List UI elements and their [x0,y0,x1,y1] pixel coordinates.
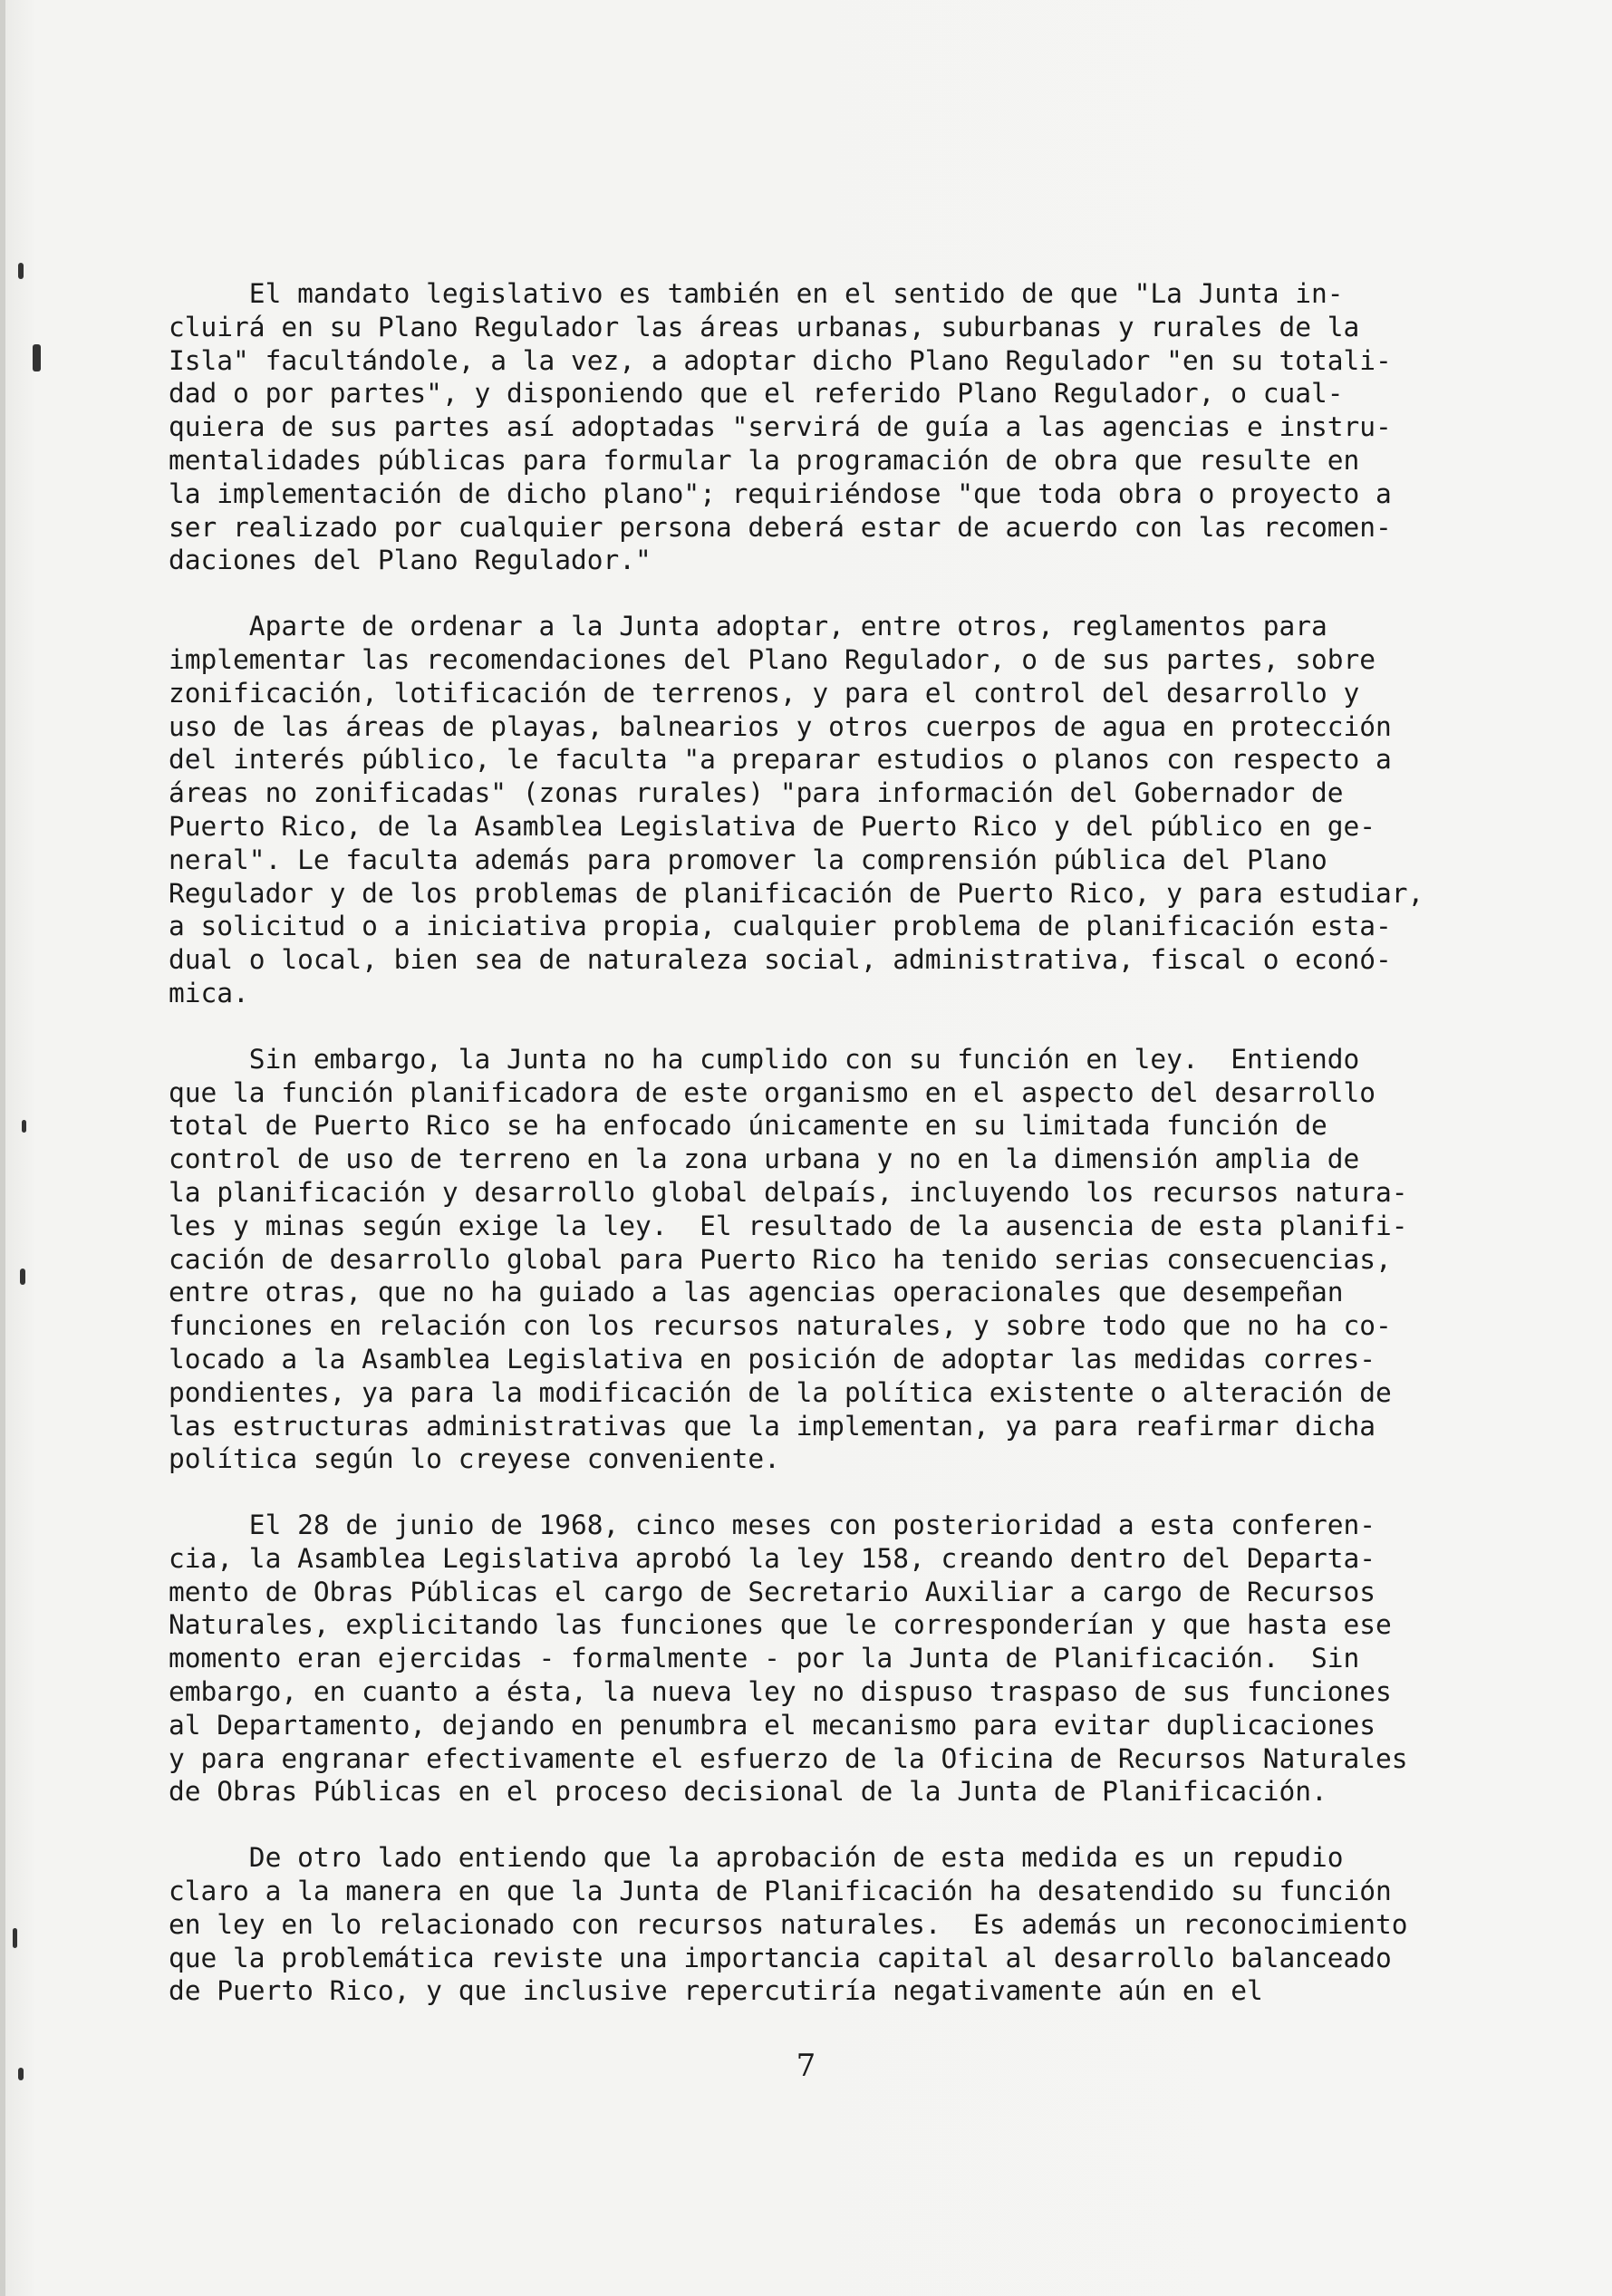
text-line: daciones del Plano Regulador." [169,545,652,576]
text-line: locado a la Asamblea Legislativa en posición de adoptar las medidas corres- [169,1343,1376,1375]
text-line: mento de Obras Públicas el cargo de Secretario Auxiliar a cargo de Recursos [169,1576,1376,1607]
text-line: dual o local, bien sea de naturaleza social, administrativa, fiscal o econó- [169,944,1392,976]
text-line: Regulador y de los problemas de planificación de Puerto Rico, y para estudiar, [169,877,1424,909]
text-line: Isla" facultándole, a la vez, a adoptar dicho Plano Regulador "en su totali- [169,344,1392,376]
text-line: El mandato legislativo es también en el sentido de que "La Junta in- [169,278,1344,309]
text-line: pondientes, ya para la modificación de la política existente o alteración de [169,1376,1392,1408]
text-line: total de Puerto Rico se ha enfocado únicamente en su limitada función de [169,1110,1327,1142]
text-line: implementar las recomendaciones del Plano Regulador, o de sus partes, sobre [169,643,1376,675]
binding-mark [18,263,24,279]
text-line: quiera de sus partes así adoptadas "servirá de guía a las agencias e instru- [169,411,1392,443]
text-line: la planificación y desarrollo global delpaís, incluyendo los recursos natura- [169,1176,1408,1208]
text-line: entre otras, que no ha guiado a las agencias operacionales que desempeñan [169,1277,1344,1308]
text-line: momento eran ejercidas - formalmente - por la Junta de Planificación. Sin [169,1643,1360,1674]
binding-mark [22,1120,26,1133]
text-line: Puerto Rico, de la Asamblea Legislativa de Puerto Rico y del público en ge- [169,810,1376,842]
paragraph [169,610,1482,1010]
text-line: mica. [169,977,249,1008]
text-line: neral". Le faculta además para promover la comprensión pública del Plano [169,844,1327,875]
text-line: al Departamento, dejando en penumbra el mecanismo para evitar duplicaciones [169,1709,1376,1741]
text-line: política según lo creyese conveniente. [169,1443,780,1475]
page-left-edge [0,0,5,2296]
text-line: Naturales, explicitando las funciones que le corresponderían y que hasta ese [169,1609,1392,1641]
page-number: 7 [796,2048,816,2084]
text-line: que la problemática reviste una importancia capital al desarrollo balanceado [169,1942,1392,1973]
text-line: cluirá en su Plano Regulador las áreas urbanas, suburbanas y rurales de la [169,311,1360,342]
text-line: en ley en lo relacionado con recursos naturales. Es además un reconocimiento [169,1908,1408,1940]
binding-mark [13,1928,17,1948]
text-line: áreas no zonificadas" (zonas rurales) "para información del Gobernador de [169,777,1344,809]
text-line: control de uso de terreno en la zona urbana y no en la dimensión amplia de [169,1143,1360,1175]
text-line: las estructuras administrativas que la implementan, ya para reafirmar dicha [169,1410,1376,1442]
text-line: y para engranar efectivamente el esfuerzo de la Oficina de Recursos Naturales [169,1742,1408,1774]
text-line: El 28 de junio de 1968, cinco meses con posterioridad a esta conferen- [169,1510,1376,1541]
text-line: Aparte de ordenar a la Junta adoptar, entre otros, reglamentos para [169,611,1327,642]
text-line: de Obras Públicas en el proceso decisional de la Junta de Planificación. [169,1776,1327,1808]
text-line: la implementación de dicho plano"; requiriéndose "que toda obra o proyecto a [169,478,1392,509]
text-line: cia, la Asamblea Legislativa aprobó la ley 158, creando dentro del Departa- [169,1542,1376,1574]
paragraph [169,277,1482,577]
text-line: De otro lado entiendo que la aprobación de esta medida es un repudio [169,1842,1344,1874]
paragraph [169,1841,1482,2008]
paragraph [169,1043,1482,1476]
text-line: uso de las áreas de playas, balnearios y otros cuerpos de agua en protección [169,710,1392,742]
text-line: dad o por partes", y disponiendo que el referido Plano Regulador, o cual- [169,378,1344,410]
text-line: les y minas según exige la ley. El resultado de la ausencia de esta planifi- [169,1210,1408,1241]
text-line: que la función planificadora de este organismo en el aspecto del desarrollo [169,1076,1376,1108]
paragraph [169,1509,1482,1809]
binding-mark [33,344,41,371]
text-line: del interés público, le faculta "a preparar estudios o planos con respecto a [169,744,1392,776]
binding-mark [20,1269,25,1285]
text-line: ser realizado por cualquier persona deberá estar de acuerdo con las recomen- [169,511,1392,543]
text-line: de Puerto Rico, y que inclusive repercutiría negativamente aún en el [169,1975,1263,2007]
text-line: zonificación, lotificación de terrenos, y para el control del desarrollo y [169,677,1360,709]
text-line: mentalidades públicas para formular la programación de obra que resulte en [169,444,1360,476]
body-text [169,277,1482,2040]
text-line: cación de desarrollo global para Puerto Rico ha tenido serias consecuencias, [169,1243,1392,1275]
text-line: embargo, en cuanto a ésta, la nueva ley no dispuso traspaso de sus funciones [169,1676,1392,1708]
text-line: funciones en relación con los recursos naturales, y sobre todo que no ha co- [169,1310,1392,1342]
text-line: claro a la manera en que la Junta de Planificación ha desatendido su función [169,1876,1392,1907]
text-line: Sin embargo, la Junta no ha cumplido con su función en ley. Entiendo [169,1043,1360,1075]
text-line: a solicitud o a iniciativa propia, cualquier problema de planificación esta- [169,911,1392,942]
